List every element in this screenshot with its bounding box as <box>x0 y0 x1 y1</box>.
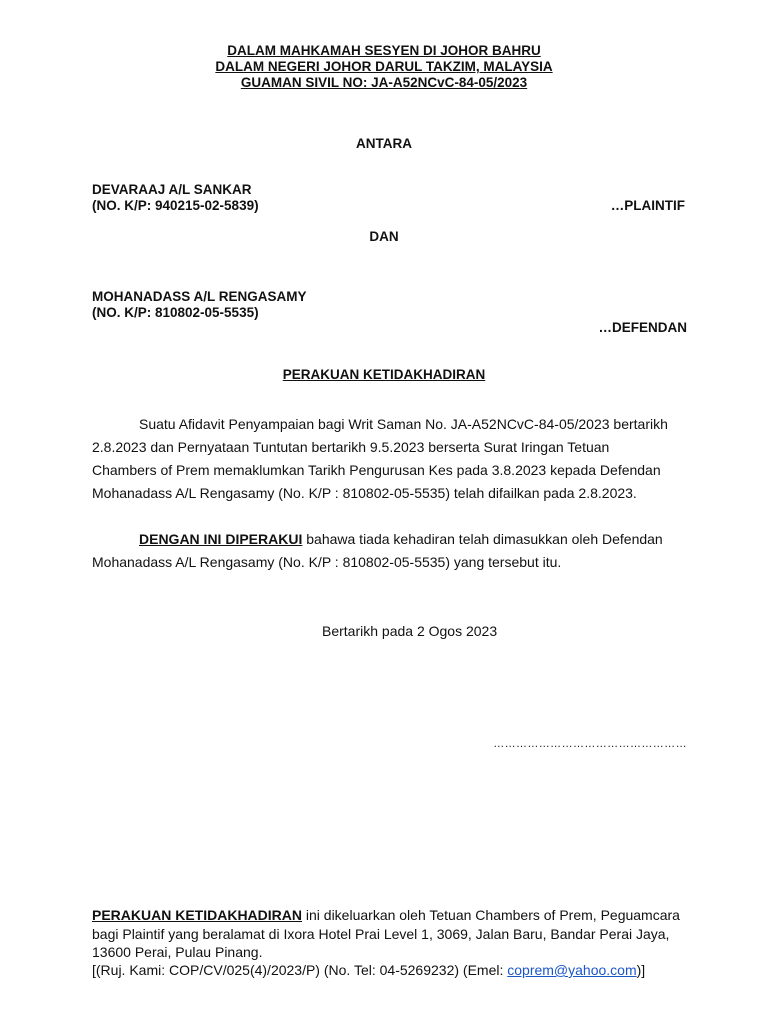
plaintiff-name: DEVARAAJ A/L SANKAR <box>92 182 252 197</box>
defendant-role: …DEFENDAN <box>598 320 687 335</box>
dated-line: Bertarikh pada 2 Ogos 2023 <box>322 623 498 639</box>
paragraph1-line1: Suatu Afidavit Penyampaian bagi Writ Saman No. JA-A52NCvC-84-05/2023 bertarikh <box>139 416 668 432</box>
court-header-line1: DALAM MAHKAMAH SESYEN DI JOHOR BAHRU <box>227 43 541 58</box>
paragraph1-line3: Chambers of Prem memaklumkan Tarikh Pengurusan Kes pada 3.8.2023 kepada Defendan <box>92 462 661 478</box>
footer-line3: 13600 Perai, Pulau Pinang. <box>92 944 263 960</box>
court-header-line3: GUAMAN SIVIL NO: JA-A52NCvC-84-05/2023 <box>240 75 528 90</box>
between-label: ANTARA <box>356 136 412 151</box>
footer-reference-line <box>92 962 645 978</box>
defendant-ic: (NO. K/P: 810802-05-5535) <box>92 305 259 320</box>
paragraph2-line2: Mohanadass A/L Rengasamy (No. K/P : 810802-05-5535) yang tersebut itu. <box>92 554 562 570</box>
email-link[interactable]: coprem@yahoo.com <box>507 962 637 978</box>
defendant-name: MOHANADASS A/L RENGASAMY <box>92 289 307 304</box>
footer-line2: bagi Plaintif yang beralamat di Ixora Hotel Prai Level 1, 3069, Jalan Baru, Bandar Perai Jaya, <box>92 926 670 942</box>
footer-line1 <box>92 907 680 923</box>
plaintiff-ic: (NO. K/P: 940215-02-5839) <box>92 198 259 213</box>
certification-emphasis: DENGAN INI DIPERAKUI <box>139 531 303 547</box>
paragraph2-line1 <box>139 531 663 547</box>
footer-title: PERAKUAN KETIDAKHADIRAN <box>92 907 302 923</box>
court-header-line2: DALAM NEGERI JOHOR DARUL TAKZIM, MALAYSIA <box>215 59 553 74</box>
paragraph1-line4: Mohanadass A/L Rengasamy (No. K/P : 810802-05-5535) telah difailkan pada 2.8.2023. <box>92 485 637 501</box>
and-label: DAN <box>369 229 399 244</box>
footer-ref-prefix: [(Ruj. Kami: COP/CV/025(4)/2023/P) (No. Tel: 04-5269232) (Emel: <box>92 962 508 978</box>
paragraph2-line1-rest: bahawa tiada kehadiran telah dimasukkan oleh Defendan <box>302 531 663 547</box>
footer-line1-rest: ini dikeluarkan oleh Tetuan Chambers of Prem, Peguamcara <box>302 907 680 923</box>
signature-line: …………………………………………… <box>493 738 687 750</box>
document-title: PERAKUAN KETIDAKHADIRAN <box>282 367 486 382</box>
plaintiff-role: …PLAINTIF <box>610 198 685 213</box>
footer-ref-suffix: )] <box>636 962 646 978</box>
paragraph1-line2: 2.8.2023 dan Pernyataan Tuntutan bertarikh 9.5.2023 berserta Surat Iringan Tetuan <box>92 439 610 455</box>
